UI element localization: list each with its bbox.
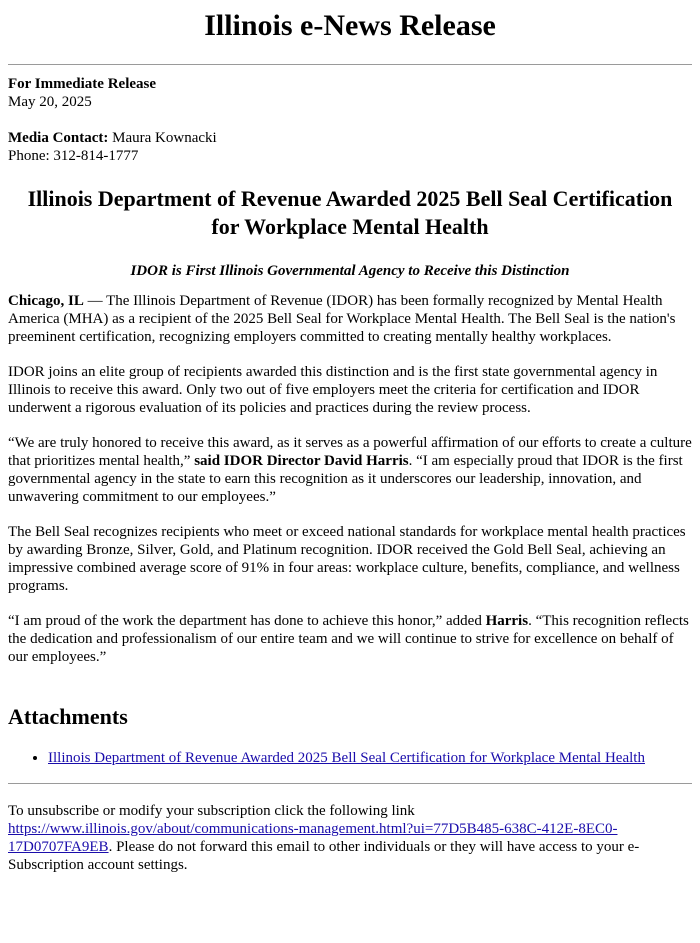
attachments-list [8,749,692,767]
unsubscribe-notice: To unsubscribe or modify your subscription click the following link https://www.illinois.gov/about/communications-management.html?ui=77D5B485-638C-412E-8EC0-17D0707FA9EB. Please do not forward this email to other individuals or they will have access to your e-Subscription account settings. [8,803,640,874]
bottom-divider [8,783,692,784]
release-date: May 20, 2025 [8,94,92,110]
contact-label: Media Contact: [8,130,109,146]
release-info [8,75,692,111]
article-headline: Illinois Department of Revenue Awarded 2025 Bell Seal Certification for Workplace Mental Health [27,186,673,239]
email-body [0,8,700,874]
paragraph-5: “I am proud of the work the department has done to achieve this honor,” added Harris. “This recognition reflects the dedication and professionalism of our entire team and we will continue to strive for excellence on behalf of our employees.” [8,613,689,665]
contact-name: Maura Kownacki [108,130,217,146]
list-item [48,749,692,767]
paragraph-1: Chicago, IL — The Illinois Department of Revenue (IDOR) has been formally recognized by Mental Health America (MHA) as a recipient of the 2025 Bell Seal for Workplace Mental Health. The Bell Seal is the nation's preeminent certification, recognizing employers committed to creating mentally healthy workplaces. [8,293,676,345]
page-title: Illinois e-News Release [204,9,496,42]
top-divider [8,64,692,65]
dateline: Chicago, IL [8,293,84,309]
paragraph-3: “We are truly honored to receive this award, as it serves as a powerful affirmation of our efforts to create a culture that prioritizes mental health,” said IDOR Director David Harris. “I am especially proud that IDOR is the first governmental agency in the state to earn this recognition as it underscores our leadership, innovation, and unwavering commitment to our employees.” [8,435,692,505]
contact-line [8,129,692,147]
attachment-link[interactable]: Illinois Department of Revenue Awarded 2025 Bell Seal Certification for Workplace Mental Health [48,750,645,767]
article-subhead: IDOR is First Illinois Governmental Agency to Receive this Distinction [130,263,570,279]
quote-attribution: said IDOR Director David Harris [194,453,409,469]
attachments-heading: Attachments [8,704,128,729]
release-meta [8,75,692,165]
quote-attribution: Harris [485,613,529,629]
release-label: For Immediate Release [8,76,157,92]
unsubscribe-link[interactable]: https://www.illinois.gov/about/communications-management.html?ui=77D5B485-638C-412E-8EC0-17D0707FA9EB [8,821,618,856]
media-contact [8,129,692,165]
contact-phone: Phone: 312-814-1777 [8,148,139,164]
paragraph-2: IDOR joins an elite group of recipients awarded this distinction and is the first state governmental agency in Illinois to receive this award. Only two out of five employers meet the criteria for certification and IDOR underwent a rigorous evaluation of its policies and practices during the review process. [8,364,658,416]
paragraph-4: The Bell Seal recognizes recipients who meet or exceed national standards for workplace mental health practices by awarding Bronze, Silver, Gold, and Platinum recognition. IDOR received the Gold Bell Seal, achieving an impressive combined average score of 91% in four areas: workplace culture, benefits, compliance, and wellness programs. [8,524,686,594]
